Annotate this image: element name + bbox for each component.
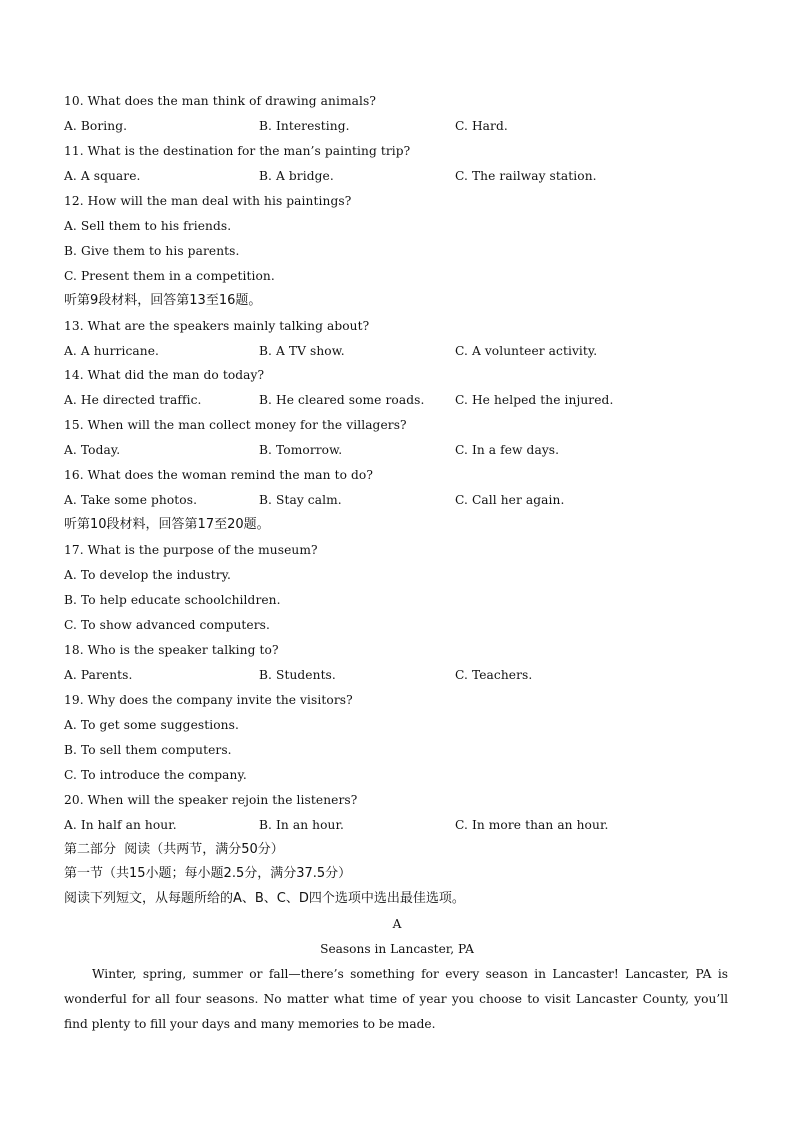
question-line: B. To help educate schoolchildren. [64, 593, 281, 607]
option-c: C. In a few days. [455, 443, 560, 457]
option-c: C. He helped the injured. [455, 393, 614, 407]
question-line: C. To introduce the company. [64, 768, 247, 782]
section-instruction: 听第10段材料，回答第17至20题。 [64, 517, 270, 532]
question-line: 14. What did the man do today? [64, 368, 265, 382]
option-b: B. He cleared some roads. [259, 393, 425, 407]
passage-title: Seasons in Lancaster, PA [320, 942, 474, 956]
option-b: B. Stay calm. [259, 493, 342, 507]
option-a: A. Take some photos. [64, 493, 198, 507]
question-line: 19. Why does the company invite the visitors? [64, 693, 353, 707]
question-line: B. To sell them computers. [64, 743, 232, 757]
option-c: C. The railway station. [455, 169, 597, 183]
question-line: 11. What is the destination for the man’s painting trip? [64, 144, 411, 158]
option-c: C. A volunteer activity. [455, 344, 598, 358]
option-a: A. In half an hour. [64, 818, 177, 832]
question-line: A. To get some suggestions. [64, 718, 239, 732]
option-a: A. Parents. [64, 668, 133, 682]
question-line: 18. Who is the speaker talking to? [64, 643, 279, 657]
option-a: A. He directed traffic. [64, 393, 202, 407]
option-b: B. Interesting. [259, 119, 350, 133]
option-c: C. In more than an hour. [455, 818, 609, 832]
option-a: A. A square. [64, 169, 141, 183]
option-a: A. Today. [64, 443, 121, 457]
question-line: 10. What does the man think of drawing animals? [64, 94, 376, 108]
option-c: C. Hard. [455, 119, 508, 133]
section-instruction: 阅读下列短文，从每题所给的A、B、C、D四个选项中选出最佳选项。 [64, 891, 465, 906]
section-instruction: 听第9段材料，回答第13至16题。 [64, 293, 262, 308]
question-line: 15. When will the man collect money for the villagers? [64, 418, 407, 432]
question-line: 17. What is the purpose of the museum? [64, 543, 318, 557]
option-b: B. A bridge. [259, 169, 334, 183]
question-line: B. Give them to his parents. [64, 244, 240, 258]
option-a: A. A hurricane. [64, 344, 160, 358]
question-line: 12. How will the man deal with his paintings? [64, 194, 352, 208]
passage-paragraph: Winter, spring, summer or fall—there’s something for every season in Lancaster! Lancaster, PA is wonderful for all four seasons. No matter what time of year you choose to visit Lancaster County, you’ll find plenty to fill your days and many memories to be made. [64, 967, 728, 1031]
question-line: C. To show advanced computers. [64, 618, 270, 632]
question-line: 16. What does the woman remind the man to do? [64, 468, 373, 482]
option-b: B. A TV show. [259, 344, 345, 358]
question-line: A. To develop the industry. [64, 568, 232, 582]
option-b: B. In an hour. [259, 818, 345, 832]
option-b: B. Students. [259, 668, 336, 682]
section-letter: A [392, 917, 402, 931]
section-instruction: 第一节（共15小题；每小题2.5分，满分37.5分） [64, 866, 352, 881]
option-c: C. Teachers. [455, 668, 533, 682]
option-b: B. Tomorrow. [259, 443, 343, 457]
option-c: C. Call her again. [455, 493, 565, 507]
section-instruction: 第二部分 阅读（共两节，满分50分） [64, 842, 284, 857]
question-line: 13. What are the speakers mainly talking about? [64, 319, 370, 333]
option-a: A. Boring. [64, 119, 128, 133]
question-line: C. Present them in a competition. [64, 269, 275, 283]
question-line: A. Sell them to his friends. [64, 219, 232, 233]
question-line: 20. When will the speaker rejoin the listeners? [64, 793, 358, 807]
